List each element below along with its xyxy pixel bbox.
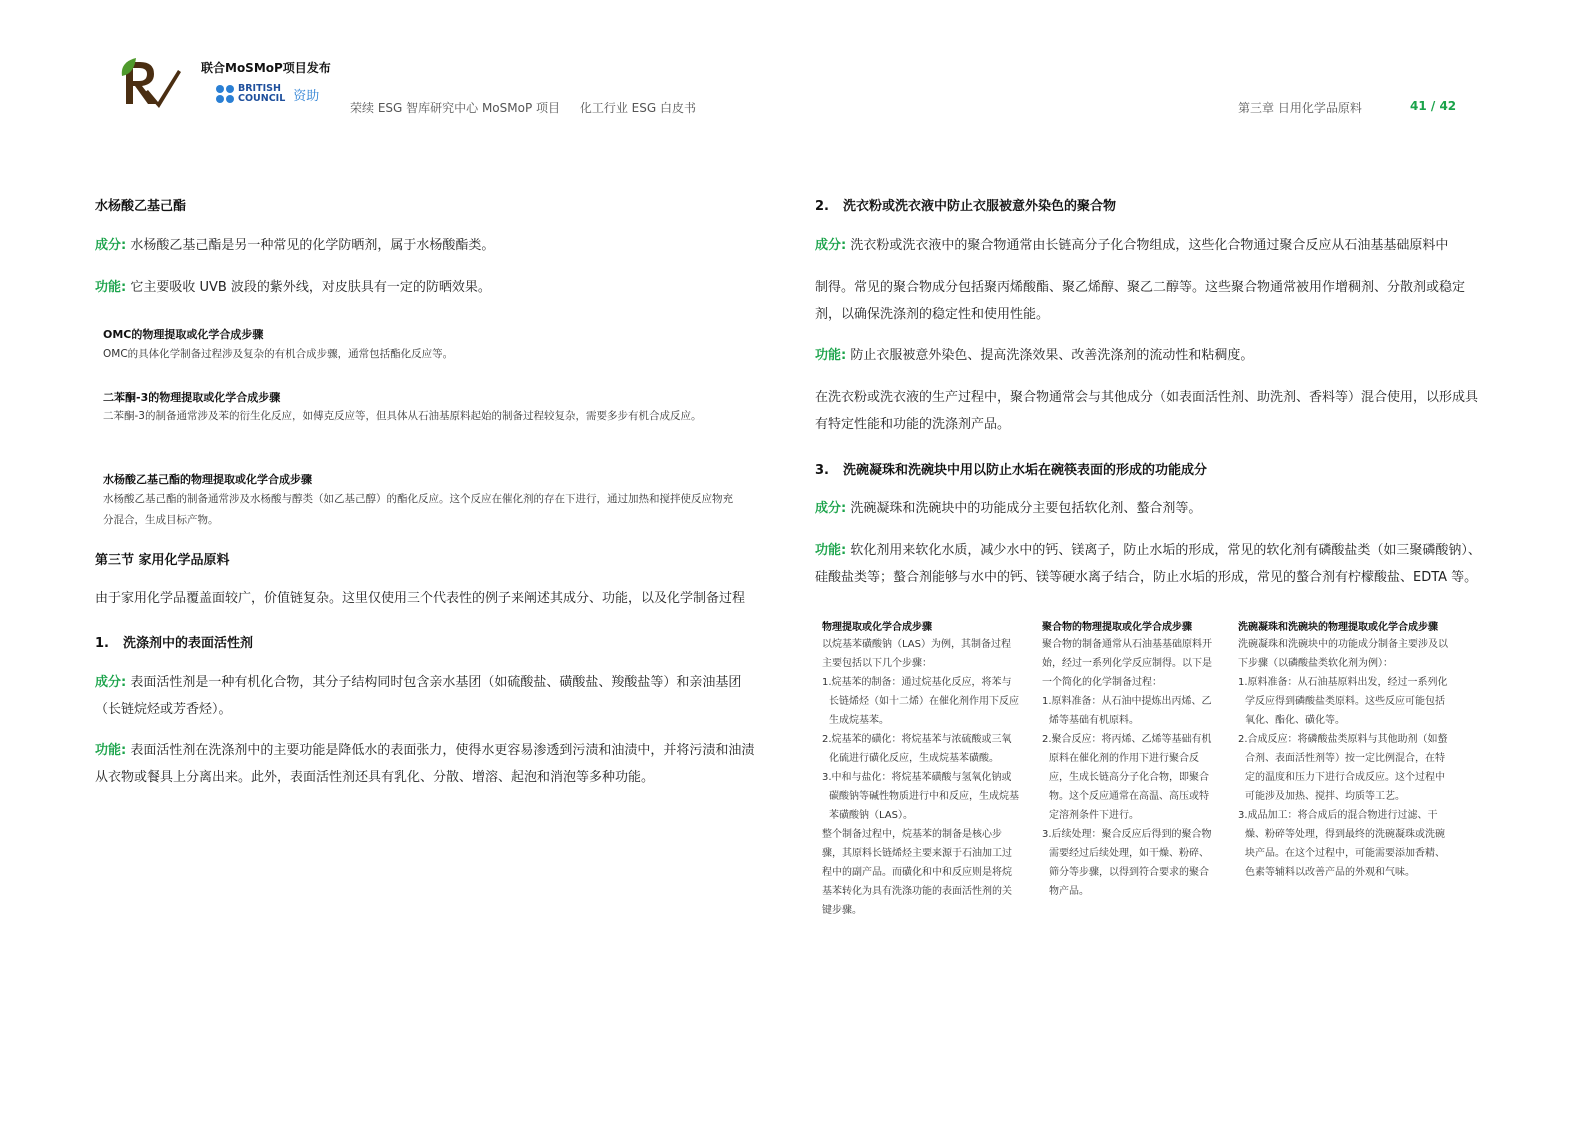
left-function — [95, 274, 765, 301]
item2-title: 洗衣粉或洗衣液中防止衣服被意外染色的聚合物 — [843, 199, 1117, 214]
item3-heading — [815, 459, 1207, 478]
ingredient-text: 表面活性剂是一种有机化合物，其分子结构同时包含亲水基团（如硫酸盐、磺酸盐、羧酸盐等）和亲油基团（长链烷烃或芳香烃）。 — [95, 675, 742, 717]
process-step: 1.原料准备：从石油基原料出发，经过一系列化学反应得到磷酸盐类原料。这些反应可能包括氧化、酯化、磺化等。 — [1238, 677, 1448, 726]
step-title: OMC的物理提取或化学合成步骤 — [103, 328, 264, 341]
ingredient-label: 成分: — [95, 238, 127, 253]
left-title: 水杨酸乙基己酯 — [95, 199, 187, 214]
process-column-title: 物理提取或化学合成步骤 — [822, 622, 932, 633]
item2-heading — [815, 195, 1116, 214]
function-text: 表面活性剂在洗涤剂中的主要功能是降低水的表面张力，使得水更容易渗透到污渍和油渍中，并将污渍和油渍从衣物或餐具上分离出来。此外，表面活性剂还具有乳化、分散、增溶、起泡和消泡等多种功能。 — [95, 743, 755, 785]
function-text: 软化剂用来软化水质，减少水中的钙、镁离子，防止水垢的形成，常见的软化剂有磷酸盐类（如三聚磷酸钠）、硅酸盐类等；螯合剂能够与水中的钙、镁等硬水离子结合，防止水垢的形成，常见的螯合剂有柠檬酸盐、EDTA 等。 — [815, 543, 1481, 585]
header-org: 荣续 ESG 智库研究中心 MoSMoP 项目 — [350, 101, 561, 115]
ingredient-label: 成分: — [815, 238, 847, 253]
page-number: 41 / 42 — [1410, 99, 1457, 113]
step-title: 二苯酮-3的物理提取或化学合成步骤 — [103, 391, 281, 404]
ingredient-text: 水杨酸乙基己酯是另一种常见的化学防晒剂，属于水杨酸酯类。 — [126, 238, 495, 253]
item1-title: 洗涤剂中的表面活性剂 — [123, 636, 254, 651]
bc-fund-label: 资助 — [293, 88, 320, 104]
process-step: 2.合成反应：将磷酸盐类原料与其他助剂（如螯合剂、表面活性剂等）按一定比例混合，在特定的温度和压力下进行合成反应。这个过程中可能涉及加热、搅拌、均质等工艺。 — [1238, 734, 1448, 802]
header-left-items — [350, 99, 696, 116]
item3-function — [815, 537, 1483, 591]
process-step: 1.原料准备：从石油中提炼出丙烯、乙烯等基础有机原料。 — [1042, 696, 1212, 726]
ingredient-label: 成分: — [95, 675, 127, 690]
process-column-body — [822, 635, 1019, 920]
rx-logo — [120, 56, 184, 112]
process-step: 2.烷基苯的磺化：将烷基苯与浓硫酸或三氧化硫进行磺化反应，生成烷基苯磺酸。 — [822, 734, 1012, 764]
function-label: 功能: — [815, 543, 847, 558]
function-text: 防止衣服被意外染色、提高洗涤效果、改善洗涤剂的流动性和粘稠度。 — [846, 348, 1254, 363]
item2-process: 在洗衣粉或洗衣液的生产过程中，聚合物通常会与其他成分（如表面活性剂、助洗剂、香料等）混合使用，以形成具有特定性能和功能的洗涤剂产品。 — [815, 390, 1479, 432]
item2-ingredient-line1 — [815, 232, 1485, 259]
step-text: OMC的具体化学制备过程涉及复杂的有机合成步骤，通常包括酯化反应等。 — [103, 348, 454, 360]
item2-number: 2. — [815, 199, 829, 214]
process-paragraph: 整个制备过程中，烷基苯的制备是核心步骤，其原料长链烯烃主要来源于石油加工过程中的副产品。而磺化和中和反应则是将烷基苯转化为具有洗涤功能的表面活性剂的关键步骤。 — [822, 829, 1012, 916]
ingredient-text: 洗碗凝珠和洗碗块中的功能成分主要包括软化剂、螯合剂等。 — [846, 501, 1202, 516]
british-council-logo — [216, 82, 319, 106]
bc-line2: COUNCIL — [238, 93, 286, 104]
publisher-label: 联合MoSMoP项目发布 — [201, 61, 331, 75]
item1-heading — [95, 632, 253, 651]
function-label: 功能: — [95, 280, 127, 295]
function-label: 功能: — [95, 743, 127, 758]
process-column-title: 聚合物的物理提取或化学合成步骤 — [1042, 622, 1192, 633]
process-paragraph: 洗碗凝珠和洗碗块中的功能成分制备主要涉及以下步骤（以磷酸盐类软化剂为例）： — [1238, 639, 1448, 669]
bc-line1: BRITISH — [238, 83, 281, 94]
header-chapter: 第三章 日用化学品原料 — [1238, 101, 1362, 115]
item3-ingredient — [815, 495, 1483, 522]
process-step: 3.中和与盐化：将烷基苯磺酸与氢氧化钠或碳酸钠等碱性物质进行中和反应，生成烷基苯磺酸钠（LAS）。 — [822, 772, 1019, 821]
step-title: 水杨酸乙基己酯的物理提取或化学合成步骤 — [103, 473, 312, 486]
process-paragraph: 以烷基苯磺酸钠（LAS）为例，其制备过程主要包括以下几个步骤： — [822, 639, 1011, 669]
item2-ingredient-line2: 制得。常见的聚合物成分包括聚丙烯酸酯、聚乙烯醇、聚乙二醇等。这些聚合物通常被用作增稠剂、分散剂或稳定剂，以确保洗涤剂的稳定性和使用性能。 — [815, 280, 1466, 322]
ingredient-label: 成分: — [815, 501, 847, 516]
step-text: 水杨酸乙基己酯的制备通常涉及水杨酸与醇类（如乙基己醇）的酯化反应。这个反应在催化剂的存在下进行，通过加热和搅拌使反应物充分混合，生成目标产物。 — [103, 493, 733, 526]
process-paragraph: 聚合物的制备通常从石油基基础原料开始，经过一系列化学反应制得。以下是一个简化的化学制备过程： — [1042, 639, 1212, 688]
item3-title: 洗碗凝珠和洗碗块中用以防止水垢在碗筷表面的形成的功能成分 — [843, 463, 1208, 478]
process-column-title: 洗碗凝珠和洗碗块的物理提取或化学合成步骤 — [1238, 622, 1438, 633]
section-title: 第三节 家用化学品原料 — [95, 553, 230, 568]
item1-number: 1. — [95, 636, 109, 651]
item2-function — [815, 342, 1483, 369]
step-text: 二苯酮-3的制备通常涉及苯的衍生化反应，如傅克反应等，但具体从石油基原料起始的制备过程较复杂，需要多步有机合成反应。 — [103, 410, 702, 422]
process-column-body — [1238, 635, 1453, 882]
item1-ingredient — [95, 669, 765, 723]
item1-function — [95, 737, 765, 791]
process-step: 3.成品加工：将合成后的混合物进行过滤、干燥、粉碎等处理，得到最终的洗碗凝珠或洗碗块产品。在这个过程中，可能需要添加香精、色素等辅料以改善产品的外观和气味。 — [1238, 810, 1445, 878]
ingredient-text: 洗衣粉或洗衣液中的聚合物通常由长链高分子化合物组成，这些化合物通过聚合反应从石油基基础原料中 — [846, 238, 1449, 253]
section-intro: 由于家用化学品覆盖面较广，价值链复杂。这里仅使用三个代表性的例子来阐述其成分、功能，以及化学制备过程 — [95, 591, 746, 606]
item3-number: 3. — [815, 463, 829, 478]
process-step: 3.后续处理：聚合反应后得到的聚合物需要经过后续处理，如干燥、粉碎、筛分等步骤，以得到符合要求的聚合物产品。 — [1042, 829, 1212, 897]
left-ingredient — [95, 232, 765, 259]
process-step: 1.烷基苯的制备：通过烷基化反应，将苯与长链烯烃（如十二烯）在催化剂作用下反应生成烷基苯。 — [822, 677, 1019, 726]
process-column-body — [1042, 635, 1217, 901]
function-text: 它主要吸收 UVB 波段的紫外线，对皮肤具有一定的防晒效果。 — [126, 280, 491, 295]
header-doc: 化工行业 ESG 白皮书 — [579, 101, 696, 115]
function-label: 功能: — [815, 348, 847, 363]
british-council-dots-icon — [216, 85, 234, 103]
process-step: 2.聚合反应：将丙烯、乙烯等基础有机原料在催化剂的作用下进行聚合反应，生成长链高分子化合物，即聚合物。这个反应通常在高温、高压或特定溶剂条件下进行。 — [1042, 734, 1212, 821]
